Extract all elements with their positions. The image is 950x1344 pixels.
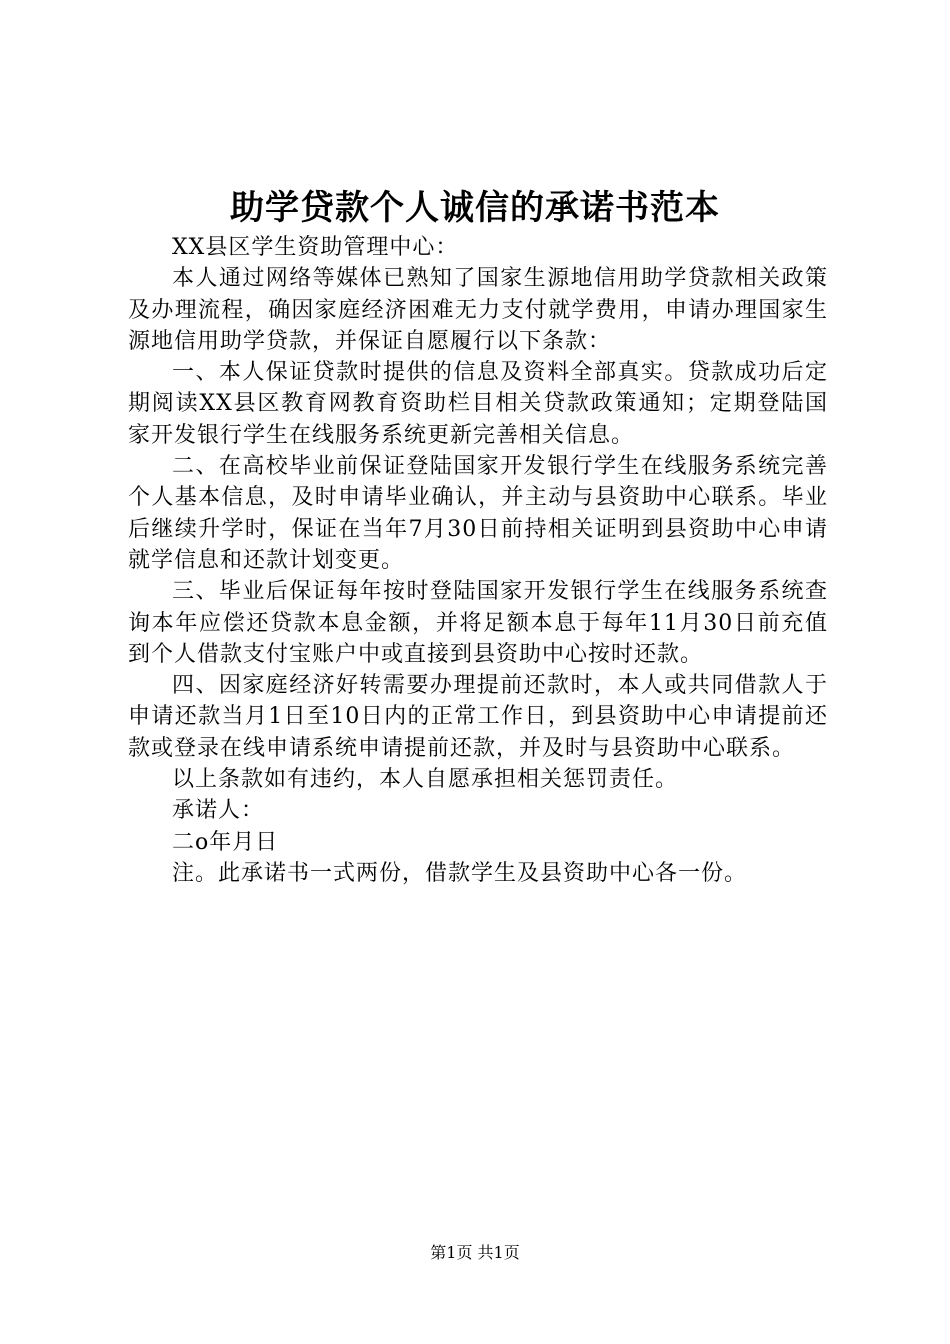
addressee-line: XX县区学生资助管理中心： (172, 235, 459, 260)
promisor-line: 承诺人： (172, 798, 265, 824)
breach-statement: 以上条款如有违约，本人自愿承担相关惩罚责任。 (172, 767, 679, 793)
document-body (128, 232, 828, 889)
clause-two-paragraph: 二、在高校毕业前保证登陆国家开发银行学生在线服务系统完善个人基本信息，及时申请毕业确认，并主动与县资助中心联系。毕业后继续升学时，保证在当年7月30日前持相关证明到县资助中心申请就学信息和还款计划变更。 (128, 454, 828, 573)
clause-four-paragraph: 四、因家庭经济好转需要办理提前还款时，本人或共同借款人于申请还款当月1日至10日内的正常工作日，到县资助中心申请提前还款或登录在线申请系统申请提前还款，并及时与县资助中心联系。 (128, 673, 828, 761)
date-line: 二o年月日 (172, 829, 279, 855)
clause-one-paragraph: 一、本人保证贷款时提供的信息及资料全部真实。贷款成功后定期阅读XX县区教育网教育资助栏目相关贷款政策通知；定期登陆国家开发银行学生在线服务系统更新完善相关信息。 (128, 360, 828, 448)
intro-paragraph: 本人通过网络等媒体已熟知了国家生源地信用助学贷款相关政策及办理流程，确因家庭经济困难无力支付就学费用，申请办理国家生源地信用助学贷款，并保证自愿履行以下条款： (128, 266, 828, 354)
document-title: 助学贷款个人诚信的承诺书范本 (230, 188, 720, 228)
clause-three-paragraph: 三、毕业后保证每年按时登陆国家开发银行学生在线服务系统查询本年应偿还贷款本息金额，并将足额本息于每年11月30日前充值到个人借款支付宝账户中或直接到县资助中心按时还款。 (128, 579, 828, 667)
page-number-footer: 第1页 共1页 (430, 1243, 520, 1262)
note-line: 注。此承诺书一式两份，借款学生及县资助中心各一份。 (172, 860, 748, 886)
